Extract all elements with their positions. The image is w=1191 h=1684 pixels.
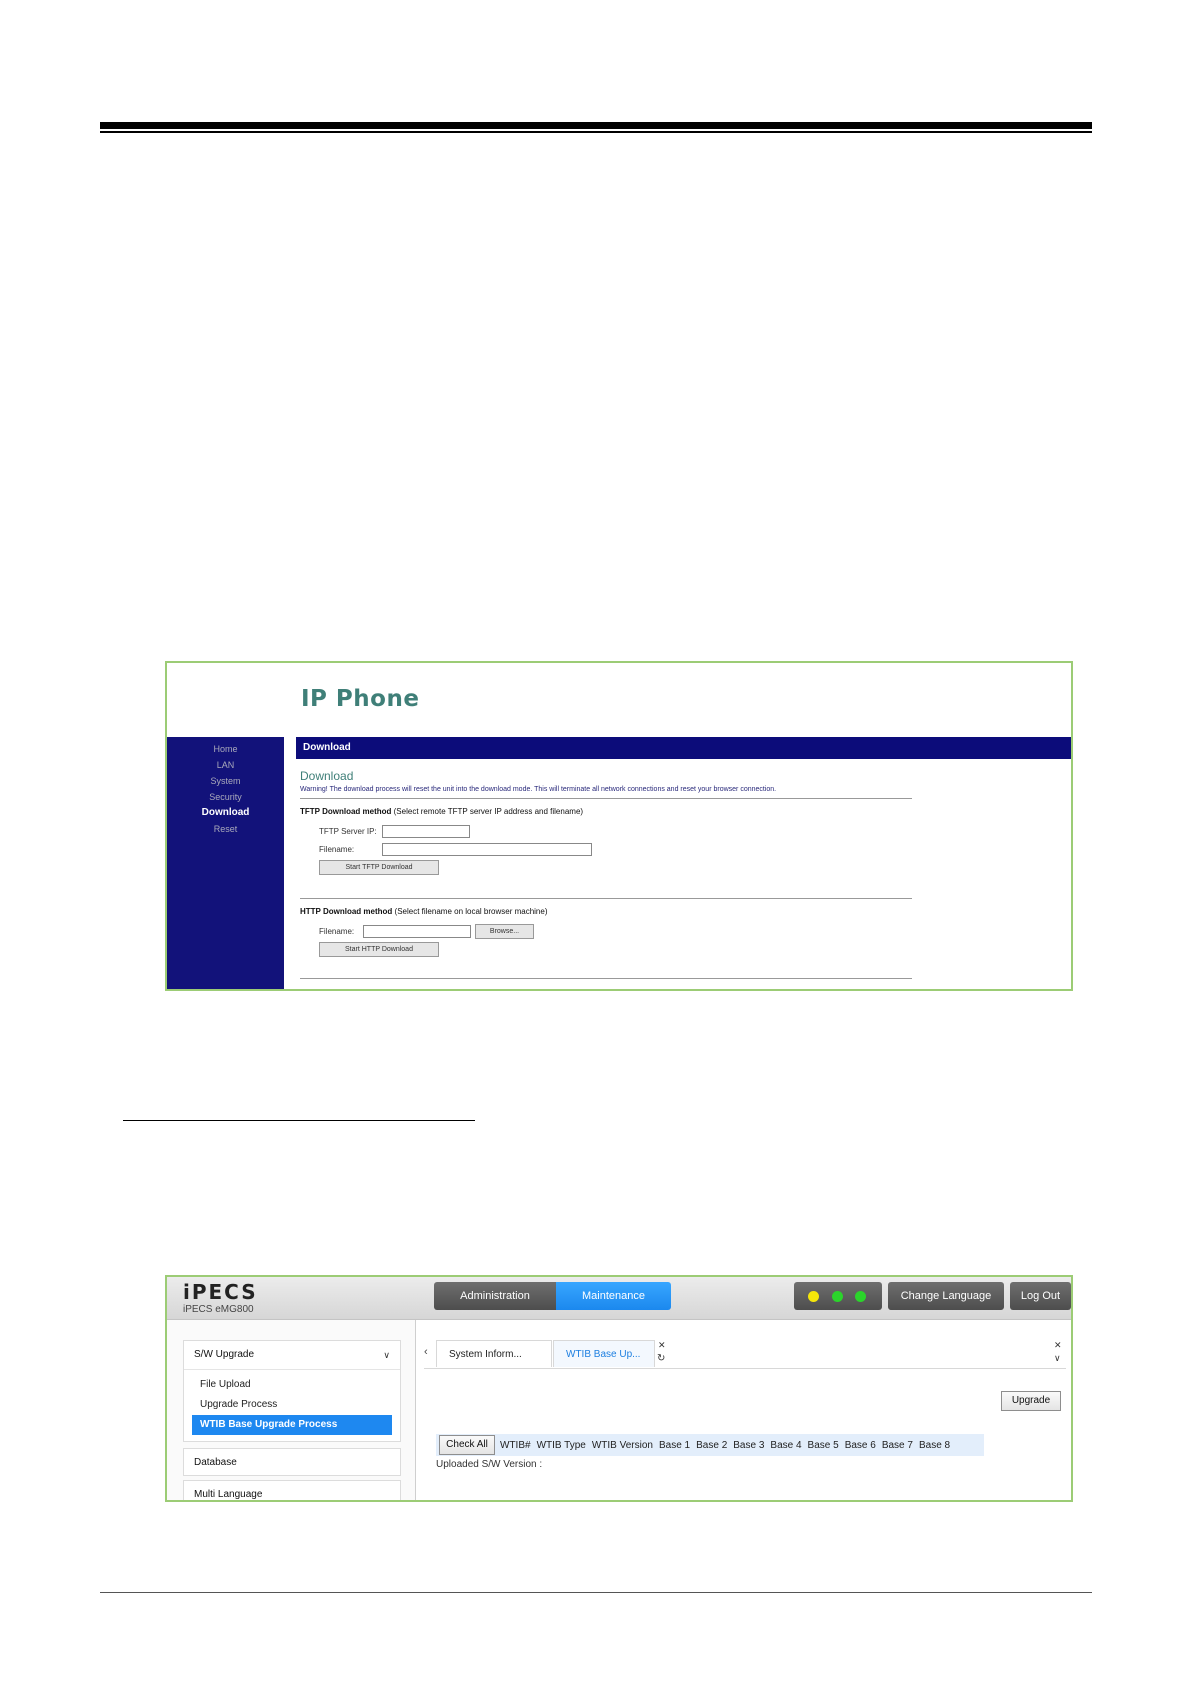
ipecs-screenshot — [165, 1275, 1073, 1502]
database-group — [183, 1448, 401, 1476]
sidebar-item-wtib-base-upgrade[interactable]: WTIB Base Upgrade Process — [192, 1415, 392, 1435]
start-tftp-download-button[interactable]: Start TFTP Download — [319, 860, 439, 875]
sidebar-item-upgrade-process[interactable]: Upgrade Process — [200, 1399, 278, 1410]
http-method-title — [300, 907, 920, 916]
status-leds — [794, 1282, 882, 1310]
close-icon[interactable]: ✕ — [658, 1340, 666, 1350]
uploaded-sw-version-label: Uploaded S/W Version : — [436, 1459, 543, 1470]
column-header[interactable]: Base 5 — [807, 1439, 839, 1451]
nav-item-download[interactable]: Download — [201, 807, 250, 818]
column-header[interactable]: Base 3 — [733, 1439, 765, 1451]
nav-item-lan[interactable]: LAN — [216, 760, 235, 770]
ip-phone-screenshot — [165, 661, 1073, 991]
http-filename-row — [300, 922, 920, 940]
tab-strip — [424, 1340, 1066, 1369]
check-all-button[interactable]: Check All — [439, 1435, 495, 1455]
logout-button[interactable]: Log Out — [1010, 1282, 1071, 1310]
nav-item-reset[interactable]: Reset — [213, 824, 238, 834]
column-header[interactable]: WTIB Version — [591, 1439, 653, 1451]
ipecs-main — [416, 1320, 1071, 1502]
browse-button[interactable]: Browse... — [475, 924, 534, 939]
tftp-filename-row — [300, 840, 920, 858]
tab-scroll-left-icon[interactable]: ‹ — [424, 1346, 428, 1358]
status-led-green-icon — [832, 1291, 843, 1302]
sw-upgrade-group — [183, 1340, 401, 1442]
download-title-bar: Download — [296, 737, 1073, 759]
download-warning: Warning! The download process will reset the unit into the download mode. This will terminate all network connections and reset your browser connection. — [300, 786, 777, 793]
http-button-row — [300, 940, 920, 958]
download-content — [300, 769, 920, 987]
start-http-download-button[interactable]: Start HTTP Download — [319, 942, 439, 957]
sw-upgrade-header[interactable] — [184, 1341, 400, 1370]
footer-rule — [100, 1592, 1092, 1593]
wtib-table-header — [436, 1434, 984, 1456]
tftp-filename-input[interactable] — [382, 843, 592, 856]
column-header[interactable]: Base 6 — [844, 1439, 876, 1451]
ipecs-product-name: iPECS eMG800 — [183, 1304, 254, 1315]
column-header[interactable]: Base 7 — [881, 1439, 913, 1451]
multi-language-label[interactable]: Multi Language — [194, 1489, 263, 1500]
ip-phone-left-nav — [167, 737, 284, 991]
chevron-down-icon[interactable]: ∨ — [1054, 1353, 1061, 1363]
column-header[interactable]: Base 2 — [696, 1439, 728, 1451]
database-label[interactable]: Database — [194, 1457, 237, 1468]
refresh-icon[interactable]: ↻ — [657, 1353, 666, 1364]
sidebar-item-file-upload[interactable]: File Upload — [200, 1379, 251, 1390]
status-led-green-icon — [855, 1291, 866, 1302]
column-header[interactable]: Base 8 — [918, 1439, 951, 1451]
nav-item-home[interactable]: Home — [213, 744, 238, 754]
tftp-method-note: (Select remote TFTP server IP address and filename) — [393, 807, 584, 816]
divider — [300, 978, 912, 979]
column-header[interactable]: WTIB# — [500, 1439, 531, 1451]
multi-language-group — [183, 1480, 401, 1502]
section-heading-underline — [123, 1120, 475, 1121]
change-language-button[interactable]: Change Language — [888, 1282, 1004, 1310]
tftp-server-input[interactable] — [382, 825, 470, 838]
status-led-yellow-icon — [808, 1291, 819, 1302]
sw-upgrade-label: S/W Upgrade — [194, 1349, 255, 1360]
http-filename-label: Filename: — [319, 926, 355, 936]
ipecs-logo: iPECS — [183, 1280, 258, 1304]
tftp-method-label: TFTP Download method — [300, 807, 392, 816]
tftp-button-row — [300, 858, 920, 876]
nav-item-system[interactable]: System — [210, 776, 241, 786]
header-rule-thin — [100, 131, 1092, 133]
maintenance-tab[interactable]: Maintenance — [556, 1282, 671, 1310]
tftp-filename-label: Filename: — [319, 844, 355, 854]
tab-wtib-base-upgrade[interactable]: WTIB Base Up... — [553, 1340, 655, 1367]
upgrade-button[interactable]: Upgrade — [1001, 1391, 1061, 1411]
http-method-note: (Select filename on local browser machine) — [394, 907, 548, 916]
ipecs-sidebar — [167, 1320, 416, 1502]
ipecs-top-bar — [167, 1277, 1071, 1320]
chevron-down-icon: ∨ — [383, 1350, 390, 1360]
tab-system-information[interactable]: System Inform... — [436, 1340, 552, 1367]
tftp-server-row — [300, 822, 920, 840]
nav-item-security[interactable]: Security — [209, 792, 242, 802]
close-all-icon[interactable]: ✕ — [1054, 1340, 1062, 1350]
divider — [300, 898, 912, 899]
download-heading: Download — [300, 769, 354, 783]
header-rule-thick — [100, 122, 1092, 129]
column-header[interactable]: Base 4 — [770, 1439, 802, 1451]
tftp-server-label: TFTP Server IP: — [319, 826, 377, 836]
http-filename-input[interactable] — [363, 925, 471, 938]
administration-tab[interactable]: Administration — [434, 1282, 556, 1310]
column-header[interactable]: Base 1 — [658, 1439, 691, 1451]
column-header[interactable]: WTIB Type — [536, 1439, 586, 1451]
tftp-method-title — [300, 807, 920, 816]
divider — [300, 798, 912, 799]
http-method-label: HTTP Download method — [300, 907, 393, 916]
ip-phone-brand: IP Phone — [301, 686, 420, 712]
